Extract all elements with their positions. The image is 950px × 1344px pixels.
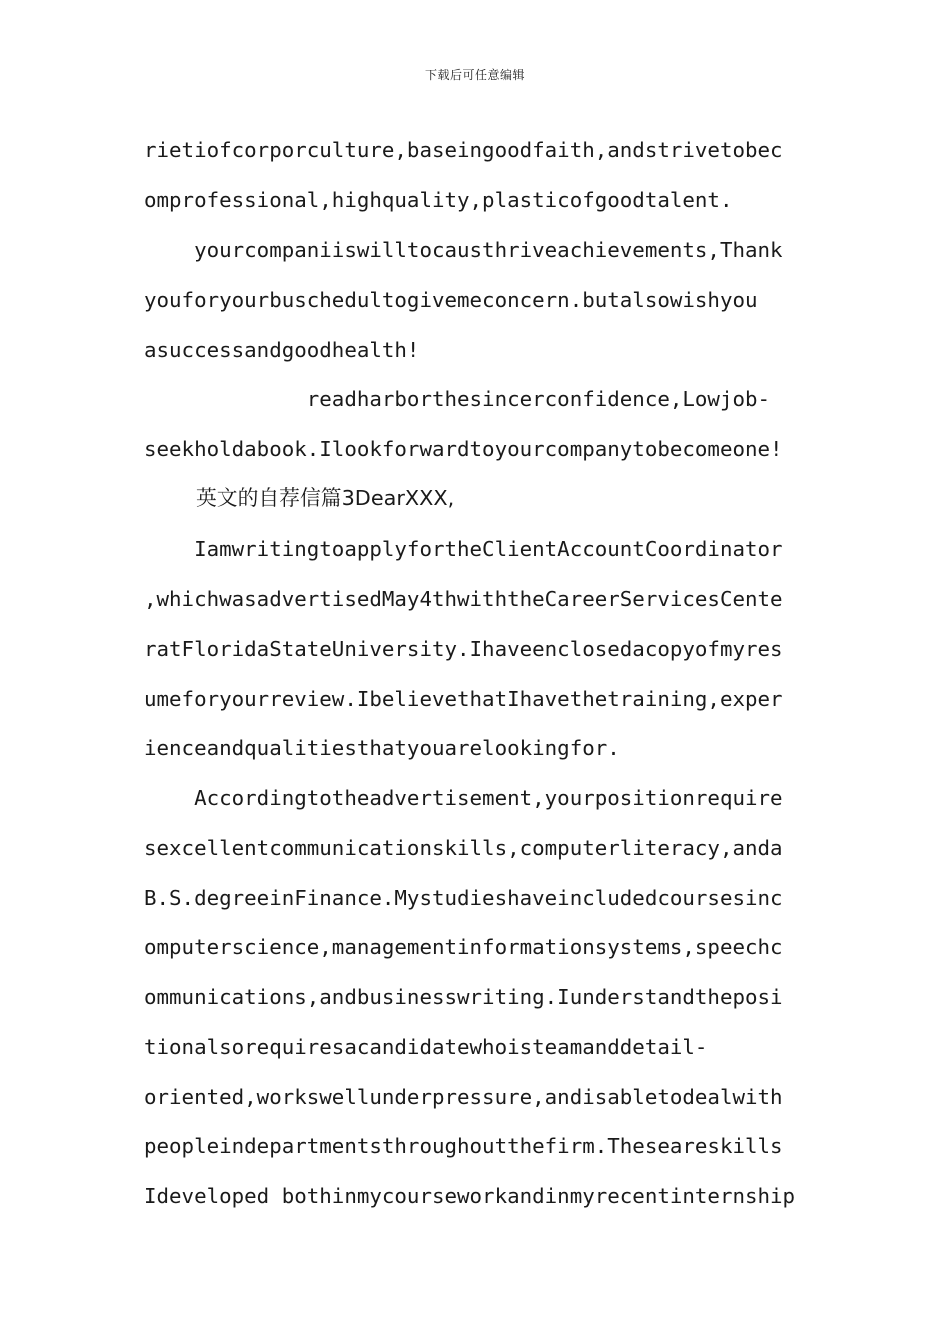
- body-line: rietiofcorporculture,baseingoodfaith,andstrivetobec: [144, 138, 783, 162]
- body-line: IamwritingtoapplyfortheClientAccountCoordinator: [144, 537, 783, 561]
- body-line: asuccessandgoodhealth!: [144, 338, 420, 362]
- body-line: yourcompaniiswilltocausthriveachievements,Thank: [144, 238, 783, 262]
- body-line: seekholdabook.Ilookforwardtoyourcompanytobecomeone!: [144, 437, 783, 461]
- body-line: oriented,workswellunderpressure,andisabletodealwith: [144, 1085, 783, 1109]
- body-line: ommunications,andbusinesswriting.Iunderstandtheposi: [144, 985, 783, 1009]
- body-line: readharborthesincerconfidence,Lowjob-: [144, 387, 771, 411]
- body-line: ,whichwasadvertisedMay4thwiththeCareerServicesCente: [144, 587, 783, 611]
- body-line: Accordingtotheadvertisement,yourpositionrequire: [144, 786, 783, 810]
- body-line: B.S.degreeinFinance.Mystudieshaveincludedcoursesinc: [144, 886, 783, 910]
- body-line: sexcellentcommunicationskills,computerliteracy,anda: [144, 836, 783, 860]
- body-line: peopleindepartmentsthroughoutthefirm.Theseareskills: [144, 1134, 783, 1158]
- body-line: omputerscience,managementinformationsystems,speechc: [144, 935, 783, 959]
- body-line: youforyourbuschedultogivemeconcern.butalsowishyou: [144, 288, 758, 312]
- body-line: tionalsorequiresacandidatewhoisteamanddetail-: [144, 1035, 708, 1059]
- body-line: umeforyourreview.IbelievethatIhavethetraining,exper: [144, 687, 783, 711]
- page-header: 下载后可任意编辑: [424, 68, 525, 82]
- body-line: ratFloridaStateUniversity.Ihaveenclosedacopyofmyres: [144, 637, 783, 661]
- body-line: omprofessional,highquality,plasticofgoodtalent.: [144, 188, 733, 212]
- section-heading: 英文的自荐信篇3DearXXX,: [196, 486, 455, 510]
- body-line: Ideveloped bothinmycourseworkandinmyrecentinternship: [144, 1184, 796, 1208]
- body-line: ienceandqualitiesthatyouarelookingfor.: [144, 736, 620, 760]
